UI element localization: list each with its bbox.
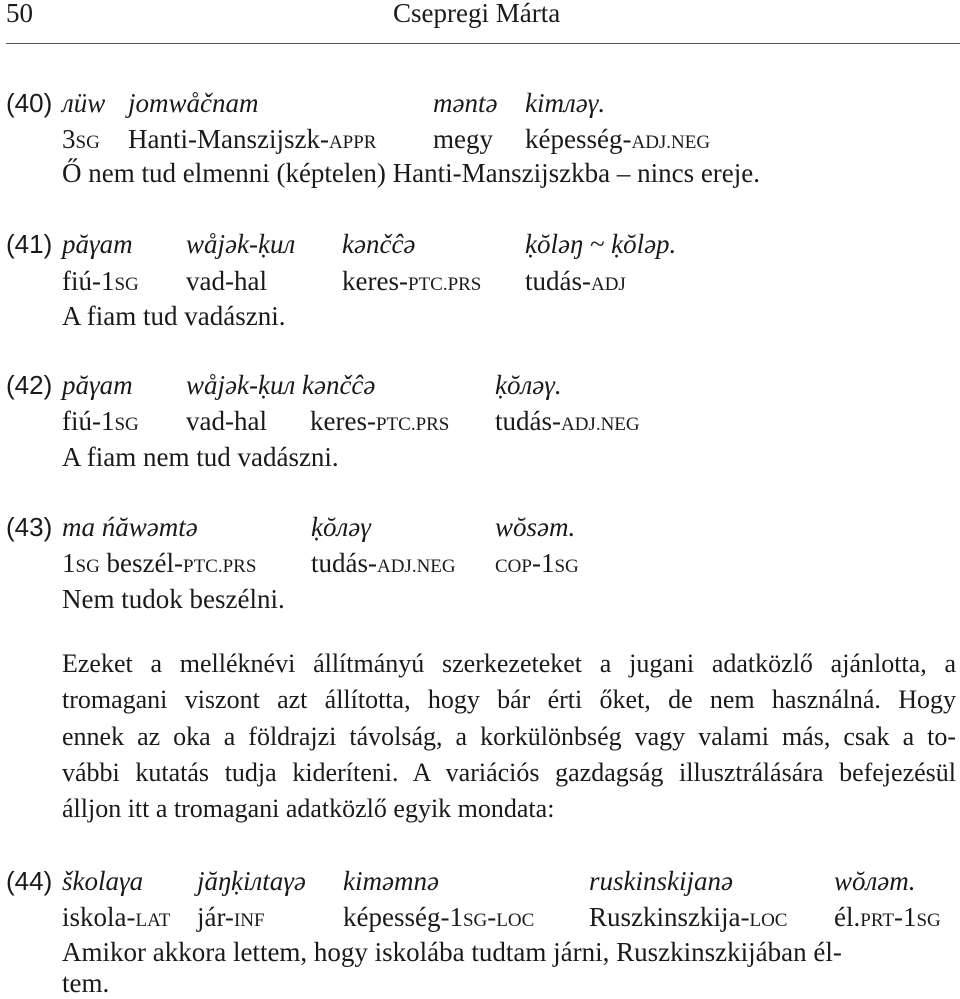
free-translation: Amikor akkora lettem, hogy iskolába tudtam járni, Ruszkinszkijában él-: [62, 937, 842, 967]
gloss-word: keres-PTC.PRS: [310, 406, 450, 436]
source-word: kənčĉə: [342, 229, 416, 259]
example-number: (41): [6, 229, 53, 259]
source-word: păγam: [62, 370, 133, 400]
free-translation: A fiam tud vadászni.: [62, 301, 286, 331]
source-word: wŏsəm.: [495, 512, 576, 542]
gloss-word: képesség-ADJ.NEG: [525, 124, 711, 154]
free-translation: A fiam nem tud vadászni.: [62, 442, 339, 472]
source-word: ḳŏləŋ ~ ḳŏləp.: [525, 229, 677, 259]
paragraph-line: álljon itt a tromagani adatközlő egyik mondata:: [62, 794, 555, 824]
gloss-word: megy: [433, 124, 493, 154]
gloss-word: fiú-1SG: [62, 406, 139, 436]
source-word: păγam: [62, 229, 133, 259]
source-word: jomwåčnam: [128, 88, 259, 118]
source-word: wŏлəm.: [834, 866, 916, 896]
gloss-word: iskola-LAT: [62, 902, 171, 932]
example-number: (40): [6, 88, 53, 118]
free-translation: Ő nem tud elmenni (képtelen) Hanti-Manszijszkba – nincs ereje.: [62, 158, 761, 188]
gloss-word: Hanti-Manszijszk-APPR: [128, 124, 377, 154]
free-translation-continuation: tem.: [62, 968, 110, 998]
gloss-word: él.PRT-1SG: [834, 902, 941, 932]
source-word: ḳŏлəγ: [311, 512, 371, 542]
gloss-word: COP-1SG: [495, 548, 579, 578]
source-word: лӥw: [62, 88, 106, 118]
paragraph-line: tromagani viszont azt állította, hogy bár érti őket, de nem használná. Hogy: [62, 685, 956, 715]
source-word: wåjək-ḳuл kənčĉə: [186, 370, 376, 400]
example-number: (43): [6, 512, 53, 542]
free-translation: Nem tudok beszélni.: [62, 584, 285, 614]
gloss-word: tudás-ADJ.NEG: [311, 548, 456, 578]
example-number: (42): [6, 370, 53, 400]
source-word: ruskinskijanə: [589, 866, 733, 896]
source-word: školaγa: [62, 866, 144, 896]
paragraph-line: vábbi kutatás tudja kideríteni. A variációs gazdagság illusztrálására befejezésül: [62, 757, 956, 787]
source-word: ḳŏлəγ.: [495, 370, 562, 400]
source-word: kiməmnə: [343, 866, 439, 896]
gloss-word: 1SG beszél-PTC.PRS: [62, 548, 257, 578]
paragraph-line: ennek az oka a földrajzi távolság, a korkülönbség vagy valami más, csak a to-: [62, 721, 956, 751]
source-word: ma ńăwəmtə: [62, 512, 198, 542]
gloss-word: vad-hal: [186, 406, 267, 436]
gloss-word: jár-INF: [197, 902, 265, 932]
page-number: 50: [6, 0, 33, 28]
gloss-word: fiú-1SG: [62, 266, 139, 296]
paragraph-line: Ezeket a melléknévi állítmányú szerkezeteket a jugani adatközlő ajánlotta, a: [62, 649, 956, 678]
gloss-word: képesség-1SG-LOC: [343, 902, 535, 932]
source-word: jăŋḳiлtaγə: [197, 866, 306, 896]
gloss-word: vad-hal: [186, 266, 267, 296]
gloss-word: tudás-ADJ: [525, 266, 626, 296]
gloss-word: tudás-ADJ.NEG: [495, 406, 640, 436]
source-word: wåjək-ḳuл: [186, 229, 296, 259]
page-header: [0, 0, 960, 36]
gloss-word: Ruszkinszkija-LOC: [589, 902, 788, 932]
gloss-word: keres-PTC.PRS: [342, 266, 482, 296]
header-rule: [6, 43, 960, 44]
running-head: Csepregi Márta: [393, 0, 561, 28]
source-word: məntə: [433, 88, 498, 118]
example-number: (44): [6, 866, 53, 896]
body-paragraph: [62, 646, 956, 827]
source-word: kimлəγ.: [525, 88, 606, 118]
gloss-word: 3SG: [62, 124, 100, 154]
